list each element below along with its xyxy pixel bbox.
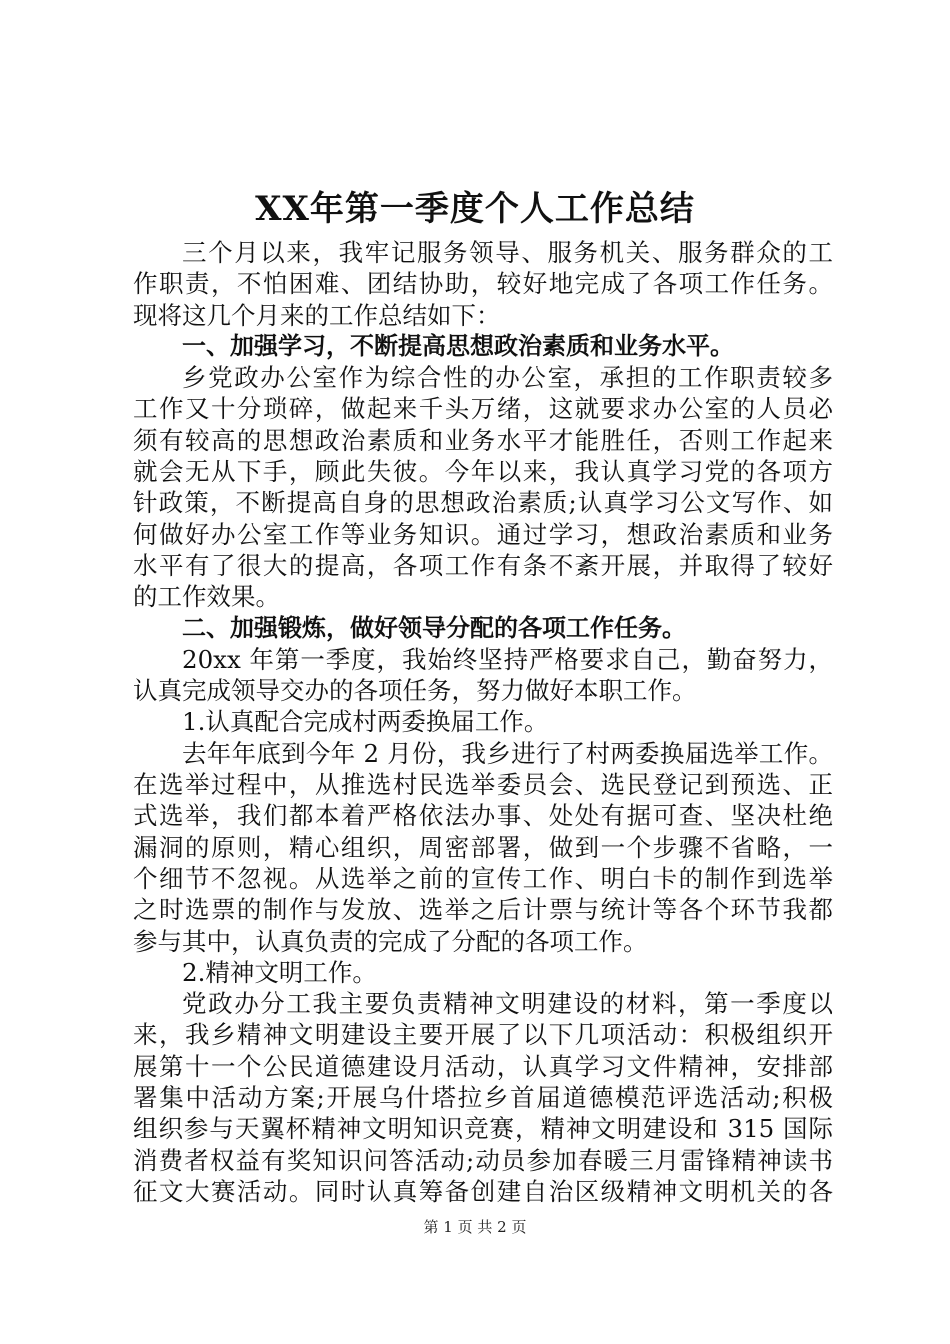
- body-text-line: 个细节不忽视。从选举之前的宣传工作、明白卡的制作到选举: [133, 863, 833, 893]
- body-text-line: 针政策，不断提高自身的思想政治素质;认真学习公文写作、如: [133, 488, 833, 518]
- body-text-line: 来，我乡精神文明建设主要开展了以下几项活动：积极组织开: [133, 1020, 833, 1050]
- body-text-line: 参与其中，认真负责的完成了分配的各项工作。: [133, 926, 648, 956]
- body-text-line: 征文大赛活动。同时认真筹备创建自治区级精神文明机关的各: [133, 1176, 833, 1206]
- body-text-line: 现将这几个月来的工作总结如下：: [133, 300, 501, 330]
- body-text-line: 漏洞的原则，精心组织，周密部署，做到一个步骤不省略，一: [133, 832, 833, 862]
- document-title: XX年第一季度个人工作总结: [255, 189, 695, 229]
- body-text-line: 1.认真配合完成村两委换届工作。: [182, 707, 549, 737]
- body-text-line: 三个月以来，我牢记服务领导、服务机关、服务群众的工: [182, 238, 833, 267]
- body-text-line: 乡党政办公室作为综合性的办公室，承担的工作职责较多: [182, 363, 833, 393]
- body-text-line: 工作又十分琐碎，做起来千头万绪，这就要求办公室的人员必: [133, 394, 833, 424]
- body-text-line: 展第十一个公民道德建设月活动，认真学习文件精神，安排部: [133, 1051, 833, 1081]
- body-text-line: 就会无从下手，顾此失彼。今年以来，我认真学习党的各项方: [133, 457, 833, 487]
- document-body: [133, 237, 833, 1207]
- body-text-line: 作职责，不怕困难、团结协助，较好地完成了各项工作任务。: [133, 269, 833, 299]
- body-text-line: 何做好办公室工作等业务知识。通过学习，想政治素质和业务: [133, 519, 833, 549]
- section-heading: 一、加强学习，不断提高思想政治素质和业务水平。: [182, 331, 734, 360]
- body-text-line: 认真完成领导交办的各项任务，努力做好本职工作。: [133, 676, 697, 706]
- body-text-line: 的工作效果。: [133, 582, 280, 612]
- body-text-line: 组织参与天翼杯精神文明知识竞赛，精神文明建设和 315 国际: [133, 1114, 833, 1144]
- body-text-line: 消费者权益有奖知识问答活动;动员参加春暖三月雷锋精神读书: [133, 1145, 833, 1175]
- body-text-line: 式选举，我们都本着严格依法办事、处处有据可查、坚决杜绝: [133, 801, 833, 831]
- body-text-line: 在选举过程中，从推选村民选举委员会、选民登记到预选、正: [133, 770, 833, 800]
- body-text-line: 署集中活动方案;开展乌什塔拉乡首届道德模范评选活动;积极: [133, 1083, 833, 1113]
- section-heading: 二、加强锻炼，做好领导分配的各项工作任务。: [182, 613, 686, 642]
- body-text-line: 2.精神文明工作。: [182, 957, 377, 987]
- page-footer: 第 1 页 共 2 页: [423, 1218, 527, 1236]
- body-text-line: 20xx 年第一季度，我始终坚持严格要求自己，勤奋努力，: [182, 644, 833, 674]
- body-text-line: 须有较高的思想政治素质和业务水平才能胜任，否则工作起来: [133, 425, 833, 455]
- body-text-line: 之时选票的制作与发放、选举之后计票与统计等各个环节我都: [133, 895, 833, 925]
- body-text-line: 去年年底到今年 2 月份，我乡进行了村两委换届选举工作。: [182, 738, 833, 768]
- body-text-line: 水平有了很大的提高，各项工作有条不紊开展，并取得了较好: [133, 550, 833, 580]
- body-text-line: 党政办分工我主要负责精神文明建设的材料，第一季度以: [182, 989, 833, 1019]
